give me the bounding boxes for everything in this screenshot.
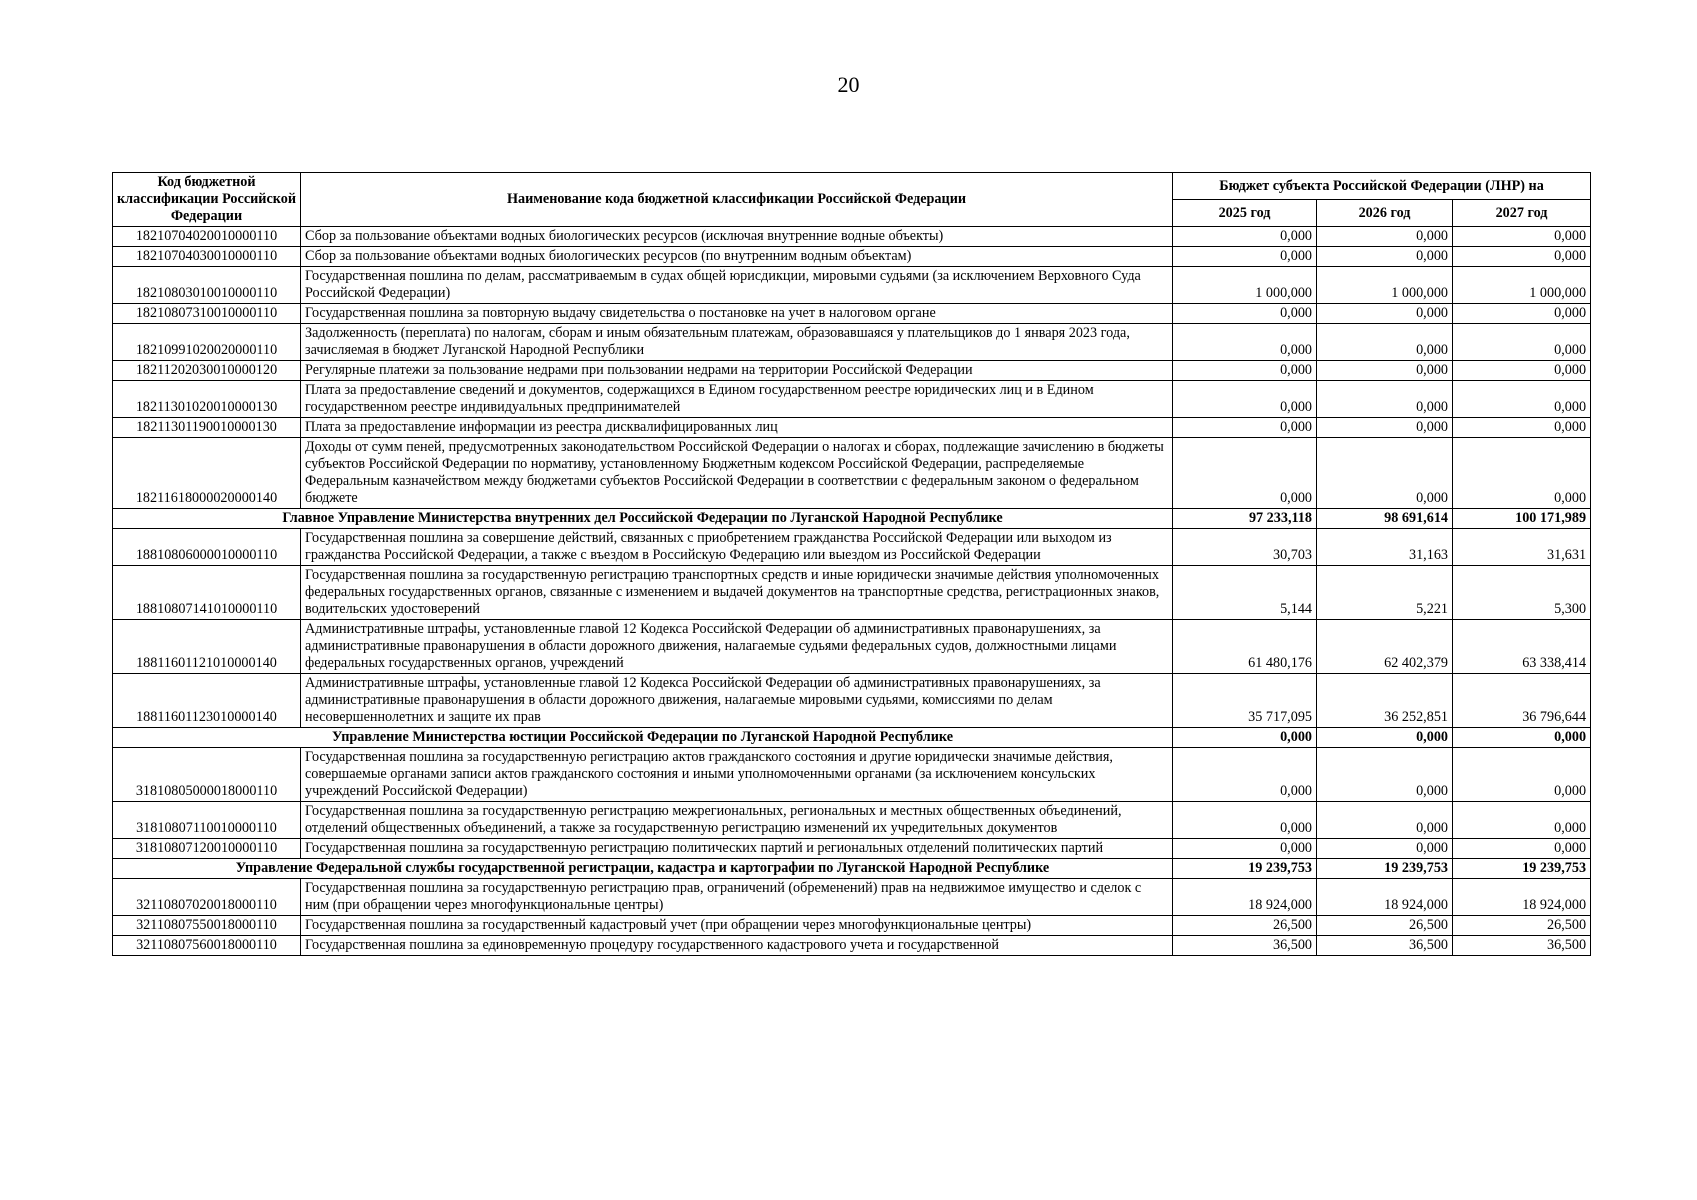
header-year-2026: 2026 год	[1317, 200, 1453, 227]
budget-code: 18210807310010000110	[113, 304, 301, 324]
amount-2026: 0,000	[1317, 227, 1453, 247]
table-row	[113, 361, 1591, 381]
code-name: Государственная пошлина за государственную регистрацию межрегиональных, региональных и местных общественных объединений, отделений общественных объединений, а также за государственную регистрацию изменений их учредительных документов	[301, 802, 1173, 839]
budget-code: 31810805000018000110	[113, 748, 301, 802]
amount-2026: 5,221	[1317, 566, 1453, 620]
code-name: Государственная пошлина за государственную регистрацию актов гражданского состояния и другие юридически значимые действия, совершаемые органами записи актов гражданского состояния и иными уполномоченными органами (за исключением консульских учреждений Российской Федерации)	[301, 748, 1173, 802]
table-row	[113, 839, 1591, 859]
amount-2027: 1 000,000	[1453, 267, 1591, 304]
amount-2027: 5,300	[1453, 566, 1591, 620]
budget-code: 18211202030010000120	[113, 361, 301, 381]
section-row	[113, 509, 1591, 529]
budget-code: 18811601123010000140	[113, 674, 301, 728]
amount-2027: 100 171,989	[1453, 509, 1591, 529]
header-year-2027: 2027 год	[1453, 200, 1591, 227]
budget-code: 18210803010010000110	[113, 267, 301, 304]
code-name: Государственная пошлина за повторную выдачу свидетельства о постановке на учет в налоговом органе	[301, 304, 1173, 324]
amount-2026: 0,000	[1317, 361, 1453, 381]
amount-2025: 0,000	[1173, 418, 1317, 438]
amount-2026: 36 252,851	[1317, 674, 1453, 728]
amount-2027: 0,000	[1453, 728, 1591, 748]
amount-2026: 0,000	[1317, 438, 1453, 509]
code-name: Государственная пошлина за совершение действий, связанных с приобретением гражданства Российской Федерации или выходом из гражданства Российской Федерации, а также с въездом в Российскую Федерацию или выездом из Российской Федерации	[301, 529, 1173, 566]
budget-code: 32110807020018000110	[113, 879, 301, 916]
amount-2027: 31,631	[1453, 529, 1591, 566]
amount-2025: 0,000	[1173, 839, 1317, 859]
amount-2026: 98 691,614	[1317, 509, 1453, 529]
amount-2026: 0,000	[1317, 381, 1453, 418]
amount-2026: 0,000	[1317, 748, 1453, 802]
table-row	[113, 247, 1591, 267]
code-name: Государственная пошлина за государственный кадастровый учет (при обращении через многофункциональные центры)	[301, 916, 1173, 936]
code-name: Административные штрафы, установленные главой 12 Кодекса Российской Федерации об административных правонарушениях, за административные правонарушения в области дорожного движения, налагаемые судьями федеральных судов, должностными лицами федеральных государственных органов, учреждений	[301, 620, 1173, 674]
amount-2027: 0,000	[1453, 438, 1591, 509]
amount-2026: 0,000	[1317, 324, 1453, 361]
table-row	[113, 438, 1591, 509]
amount-2027: 18 924,000	[1453, 879, 1591, 916]
amount-2027: 0,000	[1453, 227, 1591, 247]
code-name: Административные штрафы, установленные главой 12 Кодекса Российской Федерации об административных правонарушениях, за административные правонарушения в области дорожного движения, налагаемые мировыми судьями, комиссиями по делам несовершеннолетних и защите их прав	[301, 674, 1173, 728]
table-row	[113, 267, 1591, 304]
amount-2027: 63 338,414	[1453, 620, 1591, 674]
amount-2025: 26,500	[1173, 916, 1317, 936]
amount-2025: 0,000	[1173, 324, 1317, 361]
amount-2025: 0,000	[1173, 227, 1317, 247]
budget-code: 18210704030010000110	[113, 247, 301, 267]
budget-code: 18211301190010000130	[113, 418, 301, 438]
code-name: Сбор за пользование объектами водных биологических ресурсов (по внутренним водным объектам)	[301, 247, 1173, 267]
table-row	[113, 381, 1591, 418]
amount-2025: 0,000	[1173, 304, 1317, 324]
budget-code: 32110807560018000110	[113, 936, 301, 956]
amount-2027: 0,000	[1453, 418, 1591, 438]
amount-2026: 19 239,753	[1317, 859, 1453, 879]
amount-2027: 0,000	[1453, 304, 1591, 324]
amount-2025: 18 924,000	[1173, 879, 1317, 916]
amount-2025: 97 233,118	[1173, 509, 1317, 529]
table-row	[113, 566, 1591, 620]
amount-2025: 0,000	[1173, 381, 1317, 418]
table-row	[113, 227, 1591, 247]
amount-2027: 0,000	[1453, 748, 1591, 802]
table-body	[113, 227, 1591, 956]
table-row	[113, 879, 1591, 916]
table-row	[113, 674, 1591, 728]
amount-2027: 0,000	[1453, 361, 1591, 381]
amount-2025: 0,000	[1173, 802, 1317, 839]
amount-2027: 0,000	[1453, 247, 1591, 267]
table-row	[113, 529, 1591, 566]
code-name: Плата за предоставление информации из реестра дисквалифицированных лиц	[301, 418, 1173, 438]
code-name: Государственная пошлина за государственную регистрацию транспортных средств и иные юридически значимые действия уполномоченных федеральных государственных органов, связанные с изменением и выдачей документов на транспортные средства, регистрационных знаков, водительских удостоверений	[301, 566, 1173, 620]
amount-2027: 0,000	[1453, 802, 1591, 839]
section-row	[113, 728, 1591, 748]
code-name: Государственная пошлина за государственную регистрацию прав, ограничений (обременений) прав на недвижимое имущество и сделок с ним (при обращении через многофункциональные центры)	[301, 879, 1173, 916]
amount-2026: 36,500	[1317, 936, 1453, 956]
amount-2026: 18 924,000	[1317, 879, 1453, 916]
amount-2026: 0,000	[1317, 247, 1453, 267]
code-name: Регулярные платежи за пользование недрами при пользовании недрами на территории Российской Федерации	[301, 361, 1173, 381]
amount-2027: 0,000	[1453, 839, 1591, 859]
code-name: Государственная пошлина по делам, рассматриваемым в судах общей юрисдикции, мировыми судьями (за исключением Верховного Суда Российской Федерации)	[301, 267, 1173, 304]
budget-code: 18210704020010000110	[113, 227, 301, 247]
code-name: Доходы от сумм пеней, предусмотренных законодательством Российской Федерации о налогах и сборах, подлежащие зачислению в бюджеты субъектов Российской Федерации по нормативу, установленному Бюджетным кодексом Российской Федерации, распределяемые Федеральным казначейством между бюджетами субъектов Российской Федерации в соответствии с федеральным законом о федеральном бюджете	[301, 438, 1173, 509]
amount-2027: 36,500	[1453, 936, 1591, 956]
table-row	[113, 748, 1591, 802]
budget-code: 18810806000010000110	[113, 529, 301, 566]
amount-2025: 30,703	[1173, 529, 1317, 566]
header-name: Наименование кода бюджетной классификации Российской Федерации	[301, 173, 1173, 227]
section-row	[113, 859, 1591, 879]
budget-code: 18811601121010000140	[113, 620, 301, 674]
budget-table	[112, 172, 1591, 956]
amount-2025: 36,500	[1173, 936, 1317, 956]
table-row	[113, 304, 1591, 324]
budget-code: 18211618000020000140	[113, 438, 301, 509]
code-name: Плата за предоставление сведений и документов, содержащихся в Едином государственном реестре юридических лиц и в Едином государственном реестре индивидуальных предпринимателей	[301, 381, 1173, 418]
header-year-2025: 2025 год	[1173, 200, 1317, 227]
header-budget-group: Бюджет субъекта Российской Федерации (ЛНР) на	[1173, 173, 1591, 200]
table-row	[113, 936, 1591, 956]
amount-2027: 19 239,753	[1453, 859, 1591, 879]
amount-2025: 0,000	[1173, 247, 1317, 267]
amount-2025: 35 717,095	[1173, 674, 1317, 728]
code-name: Государственная пошлина за государственную регистрацию политических партий и региональных отделений политических партий	[301, 839, 1173, 859]
table-row	[113, 620, 1591, 674]
table-row	[113, 802, 1591, 839]
table-row	[113, 916, 1591, 936]
amount-2026: 0,000	[1317, 802, 1453, 839]
table-row	[113, 418, 1591, 438]
amount-2025: 0,000	[1173, 438, 1317, 509]
amount-2026: 62 402,379	[1317, 620, 1453, 674]
amount-2026: 1 000,000	[1317, 267, 1453, 304]
code-name: Государственная пошлина за единовременную процедуру государственного кадастрового учета и государственной	[301, 936, 1173, 956]
amount-2026: 26,500	[1317, 916, 1453, 936]
amount-2025: 0,000	[1173, 361, 1317, 381]
amount-2025: 19 239,753	[1173, 859, 1317, 879]
amount-2025: 61 480,176	[1173, 620, 1317, 674]
code-name: Задолженность (переплата) по налогам, сборам и иным обязательным платежам, образовавшаяся у плательщиков до 1 января 2023 года, зачисляемая в бюджет Луганской Народной Республики	[301, 324, 1173, 361]
amount-2027: 0,000	[1453, 381, 1591, 418]
budget-code: 18810807141010000110	[113, 566, 301, 620]
amount-2026: 0,000	[1317, 728, 1453, 748]
budget-code: 31810807120010000110	[113, 839, 301, 859]
amount-2027: 26,500	[1453, 916, 1591, 936]
table-row	[113, 324, 1591, 361]
budget-code: 18211301020010000130	[113, 381, 301, 418]
header-code: Код бюджетной классификации Российской Федерации	[113, 173, 301, 227]
budget-code: 31810807110010000110	[113, 802, 301, 839]
section-title: Управление Федеральной службы государственной регистрации, кадастра и картографии по Луганской Народной Республике	[113, 859, 1173, 879]
code-name: Сбор за пользование объектами водных биологических ресурсов (исключая внутренние водные объекты)	[301, 227, 1173, 247]
page-number: 20	[837, 72, 860, 97]
amount-2026: 0,000	[1317, 418, 1453, 438]
section-title: Главное Управление Министерства внутренних дел Российской Федерации по Луганской Народной Республике	[113, 509, 1173, 529]
amount-2025: 0,000	[1173, 728, 1317, 748]
budget-code: 32110807550018000110	[113, 916, 301, 936]
amount-2026: 0,000	[1317, 839, 1453, 859]
section-title: Управление Министерства юстиции Российской Федерации по Луганской Народной Республике	[113, 728, 1173, 748]
amount-2026: 31,163	[1317, 529, 1453, 566]
amount-2027: 0,000	[1453, 324, 1591, 361]
amount-2025: 1 000,000	[1173, 267, 1317, 304]
amount-2026: 0,000	[1317, 304, 1453, 324]
amount-2025: 0,000	[1173, 748, 1317, 802]
budget-code: 18210991020020000110	[113, 324, 301, 361]
amount-2025: 5,144	[1173, 566, 1317, 620]
amount-2027: 36 796,644	[1453, 674, 1591, 728]
